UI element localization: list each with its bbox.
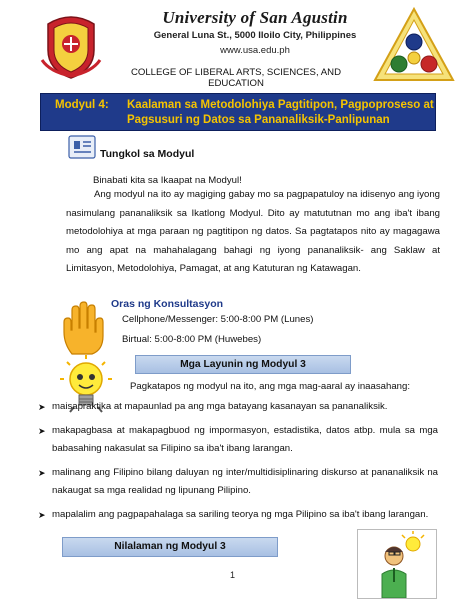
document-icon [68, 133, 98, 159]
objectives-intro: Pagkatapos ng modyul na ito, ang mga mag-aaral ay inaasahang: [130, 381, 410, 392]
raised-hand-icon [58, 300, 108, 356]
list-item: ➤ malinang ang Filipino bilang daluyan ng inter/multidisiplinaring diskurso at pananaliksik na nakaugat sa mga realidad ng lipunang Pilipino. [38, 464, 438, 500]
arrow-bullet-icon: ➤ [38, 402, 46, 412]
university-website: www.usa.edu.ph [220, 45, 290, 56]
about-heading: Tungkol sa Modyul [100, 148, 195, 160]
university-address: General Luna St., 5000 Iloilo City, Philippines [153, 30, 357, 41]
objectives-heading: Mga Layunin ng Modyul 3 [135, 355, 351, 374]
module-title-bar [40, 93, 436, 131]
page-number: 1 [230, 570, 236, 580]
presenter-illustration [357, 529, 437, 599]
objectives-list [38, 398, 438, 530]
module-title-line-2: Pagsusuri ng Datos sa Pananaliksik-Panlipunan [127, 114, 390, 126]
greeting-text: Binabati kita sa Ikaapat na Modyul! [93, 175, 242, 186]
college-seal-logo [372, 6, 456, 86]
schedule-messenger: Cellphone/Messenger: 5:00-8:00 PM (Lunes) [122, 314, 314, 325]
university-name: University of San Agustin [162, 8, 348, 27]
intro-paragraph: Ang modyul na ito ay magiging gabay mo sa pagpapatuloy na idisenyo ang iyong nasimulang pananaliksik sa Ikatlong Modyul. Dito ay matututnan mo ang iba't ibang metodolohiya at mga paraan ng pagtitipon ng datos. Sa pagtatapos nito ay magagawa mo ang apat na mahahalagang bahagi ng iyong pananaliksik- ang Saklaw at Limitasyon, Metodolohiya, Pamagat, at ang Katuturan ng Katawagan. [66, 189, 440, 275]
module-label: Modyul 4: [55, 99, 109, 111]
arrow-bullet-icon: ➤ [38, 426, 46, 436]
module-title-line-1: Kaalaman sa Metodolohiya Pagtitipon, Pagpoproseso at [127, 99, 434, 111]
arrow-bullet-icon: ➤ [38, 510, 46, 520]
university-seal-logo [40, 10, 102, 80]
list-item: ➤ mapalalim ang pagpapahalaga sa sariling teorya ng mga Pilipino sa iba't ibang larangan. [38, 506, 438, 524]
list-item: ➤ makapagbasa at makapagbuod ng impormasyon, estadistika, datos atbp. mula sa mga babasahing nakasulat sa Filipino sa iba't ibang larangan. [38, 422, 438, 458]
list-item: ➤ maisapraktika at mapaunlad pa ang mga batayang kasanayan sa pananaliksik. [38, 398, 438, 416]
content-heading: Nilalaman ng Modyul 3 [62, 537, 278, 557]
college-name: COLLEGE OF LIBERAL ARTS, SCIENCES, AND EDUCATION [130, 67, 342, 89]
schedule-virtual: Birtual: 5:00-8:00 PM (Huwebes) [122, 334, 262, 345]
consultation-heading: Oras ng Konsultasyon [111, 298, 224, 310]
arrow-bullet-icon: ➤ [38, 468, 46, 478]
